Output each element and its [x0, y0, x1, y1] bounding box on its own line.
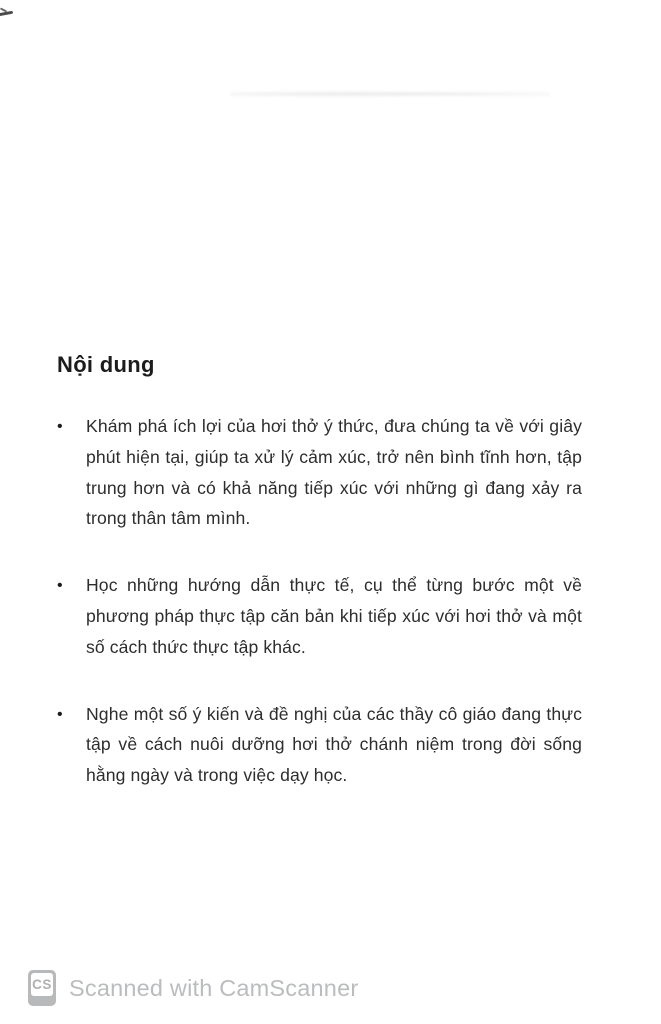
- bullet-text: Học những hướng dẫn thực tế, cụ thể từng bước một về phương pháp thực tập căn bản khi tiếp xúc với hơi thở và một số cách thức thực tập khác.: [86, 575, 582, 657]
- page-content: [57, 352, 582, 791]
- scan-artifact-mark: [0, 9, 15, 17]
- list-item: [57, 411, 582, 534]
- camscanner-logo-text: CS: [31, 973, 53, 996]
- bullet-icon: •: [57, 705, 63, 723]
- list-item: [57, 699, 582, 791]
- camscanner-watermark: [28, 970, 358, 1006]
- bullet-icon: •: [57, 577, 63, 595]
- section-heading: Nội dung: [57, 352, 155, 377]
- scan-smudge: [230, 90, 550, 98]
- watermark-label: Scanned with CamScanner: [69, 974, 359, 1001]
- bullet-text: Nghe một số ý kiến và đề nghị của các thầy cô giáo đang thực tập về cách nuôi dưỡng hơi thở chánh niệm trong đời sống hằng ngày và trong việc dạy học.: [86, 703, 582, 786]
- list-item: [57, 570, 582, 662]
- camscanner-logo-icon: [28, 970, 56, 1006]
- bullet-text: Khám phá ích lợi của hơi thở ý thức, đưa chúng ta về với giây phút hiện tại, giúp ta xử lý cảm xúc, trở nên bình tĩnh hơn, tập trung hơn và có khả năng tiếp xúc với những gì đang xảy ra trong thân tâm mình.: [86, 416, 582, 529]
- bullet-icon: •: [57, 418, 63, 435]
